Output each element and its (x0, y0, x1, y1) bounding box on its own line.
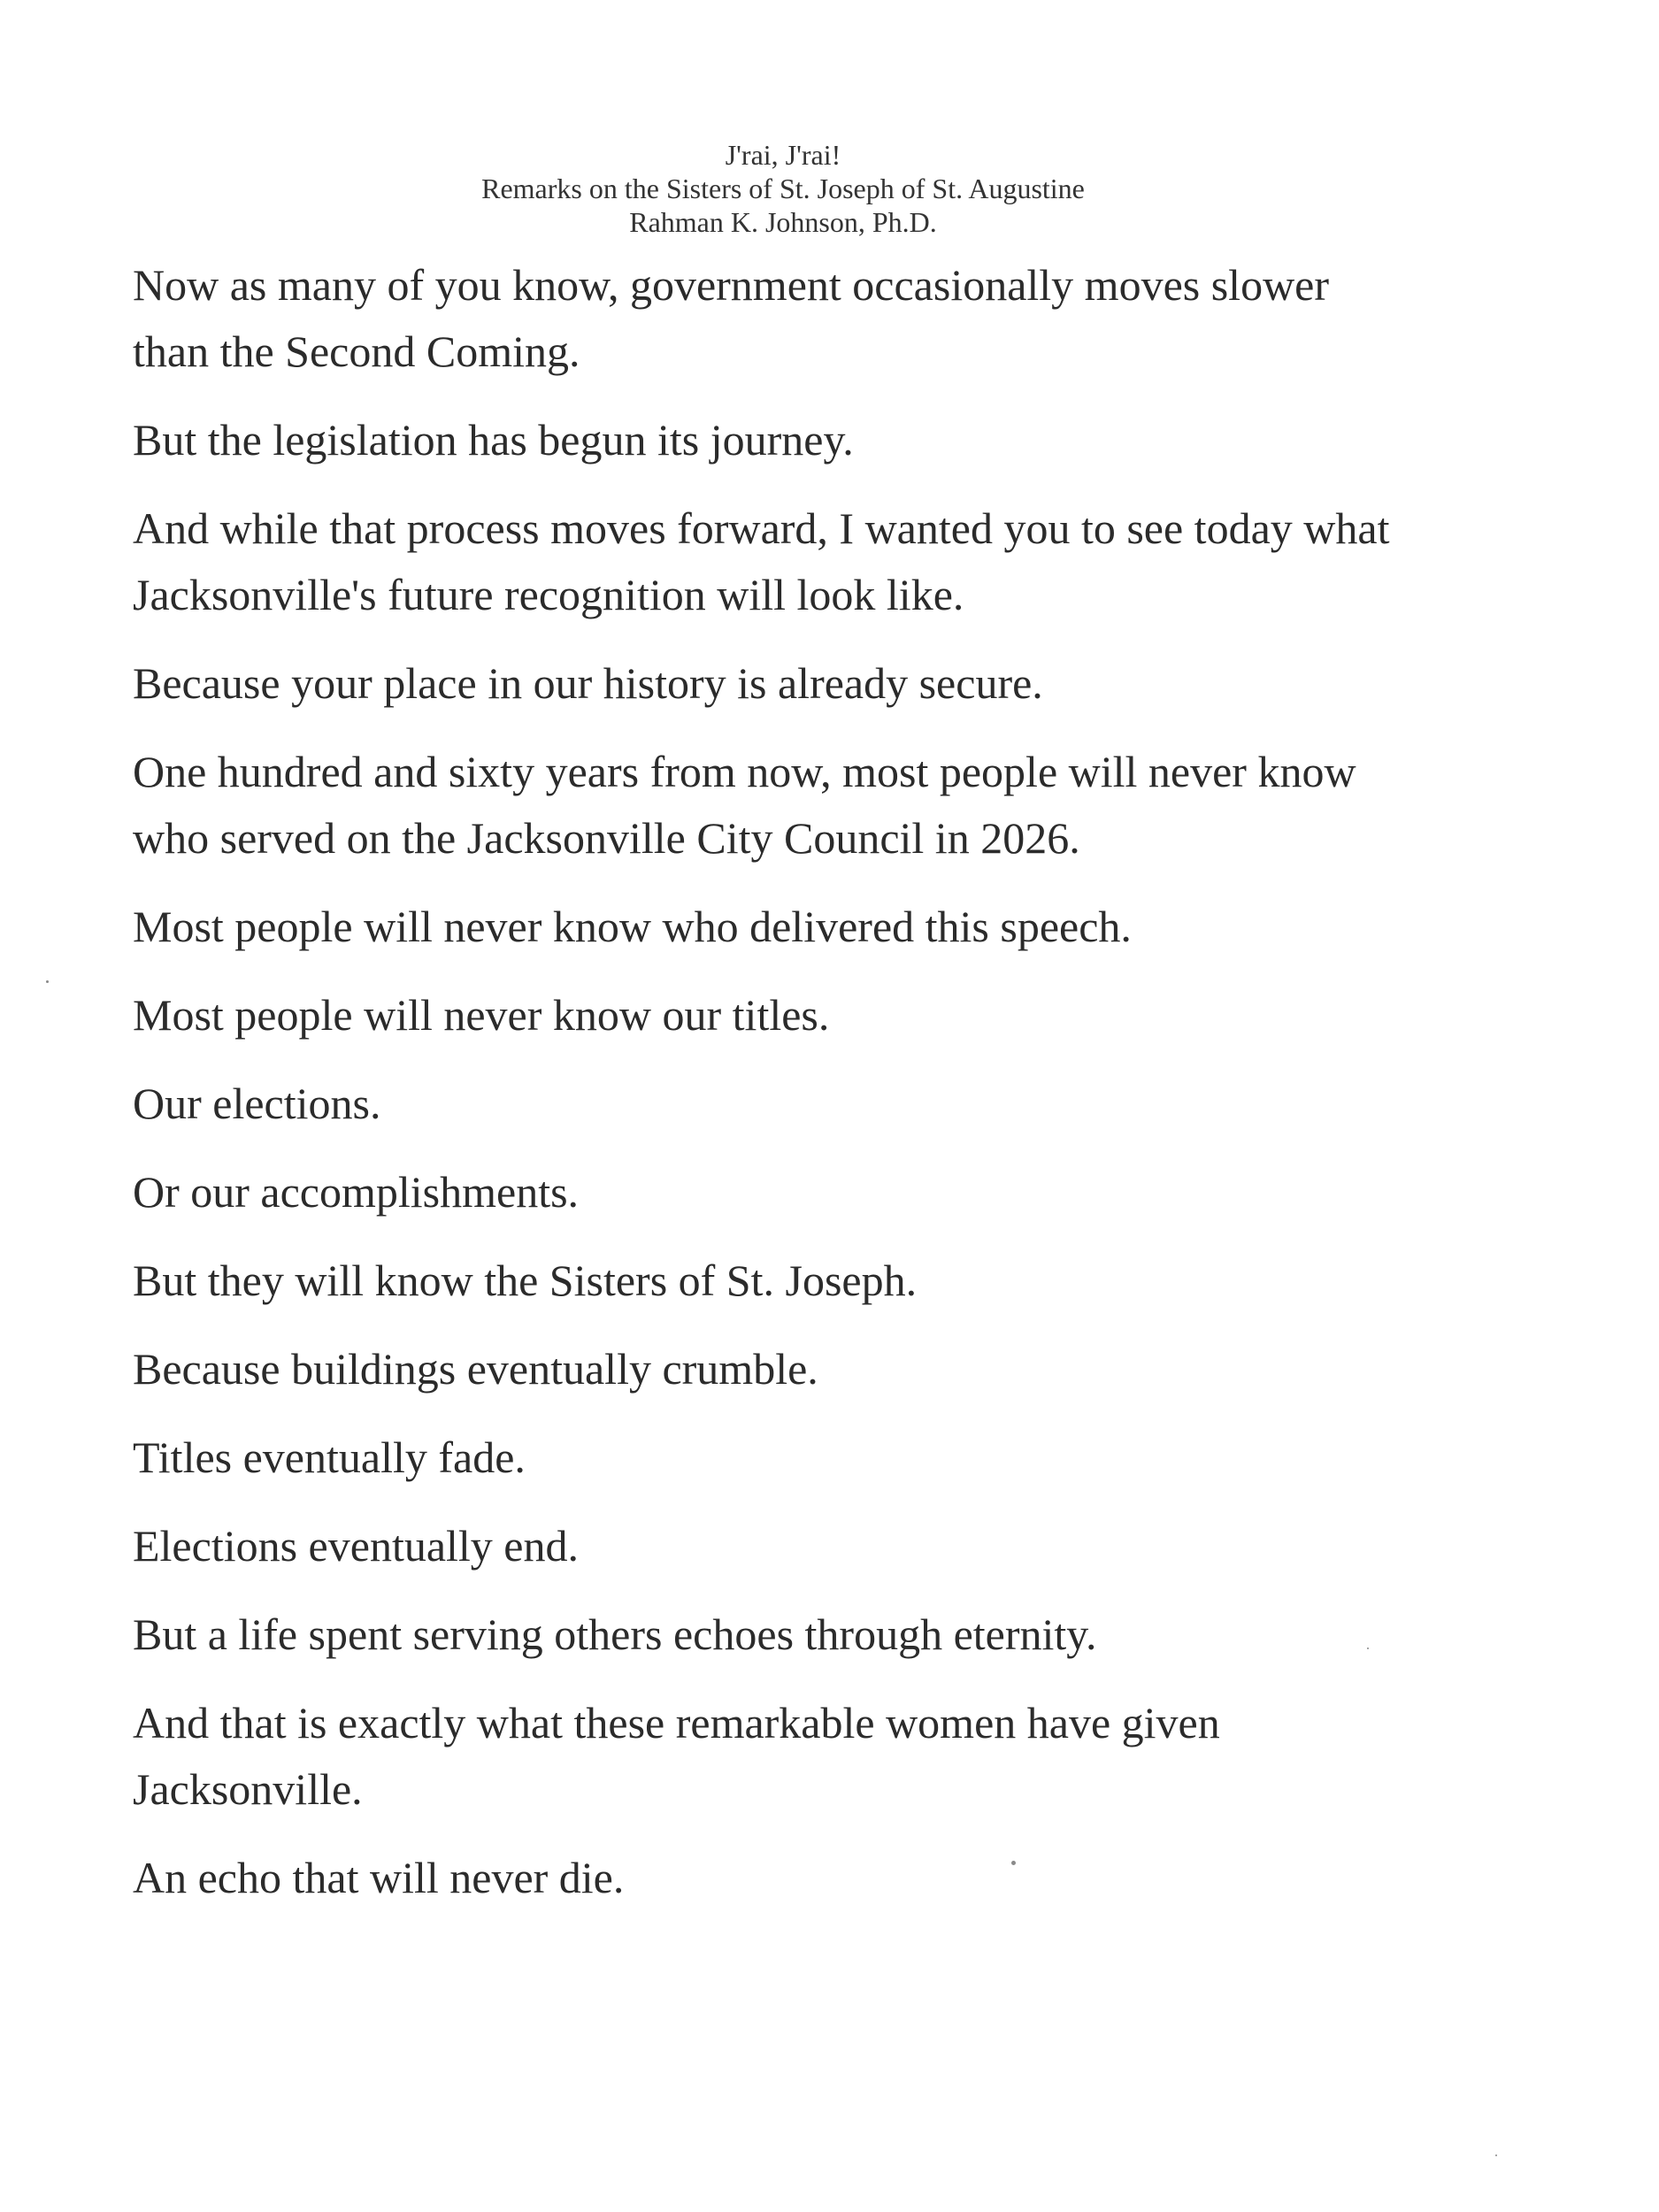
paragraph: And that is exactly what these remarkable women have given Jacksonville. (133, 1698, 1220, 1814)
paragraph: Because your place in our history is already secure. (133, 658, 1043, 708)
document-title: J'rai, J'rai! (725, 139, 841, 171)
paragraph: Our elections. (133, 1079, 381, 1128)
paragraph: Now as many of you know, government occasionally moves slower than the Second Coming. (133, 260, 1330, 376)
paragraph: Titles eventually fade. (133, 1432, 526, 1482)
scan-speck (1495, 2154, 1497, 2156)
paragraph: Because buildings eventually crumble. (133, 1344, 818, 1394)
document-subtitle: Remarks on the Sisters of St. Joseph of St. Augustine (481, 173, 1085, 204)
scan-speck (46, 980, 49, 983)
document-header (0, 138, 1566, 239)
paragraph: Elections eventually end. (133, 1521, 580, 1571)
scan-speck (1367, 1647, 1369, 1649)
scan-speck (1011, 1861, 1016, 1865)
paragraph: But a life spent serving others echoes through eternity. (133, 1609, 1097, 1659)
paragraph: But they will know the Sisters of St. Joseph. (133, 1256, 918, 1305)
paragraph: And while that process moves forward, I wanted you to see today what Jacksonville's future recognition will look like. (133, 503, 1390, 619)
document-author: Rahman K. Johnson, Ph.D. (629, 206, 937, 238)
paragraph: Most people will never know who delivered this speech. (133, 902, 1132, 951)
paragraph: An echo that will never die. (133, 1853, 625, 1902)
paragraph: Most people will never know our titles. (133, 990, 830, 1040)
speech-body (133, 252, 1460, 1933)
paragraph: But the legislation has begun its journey. (133, 415, 854, 465)
paragraph: One hundred and sixty years from now, most people will never know who served on the Jacksonville City Council in 2026. (133, 747, 1356, 863)
paragraph: Or our accomplishments. (133, 1167, 580, 1217)
